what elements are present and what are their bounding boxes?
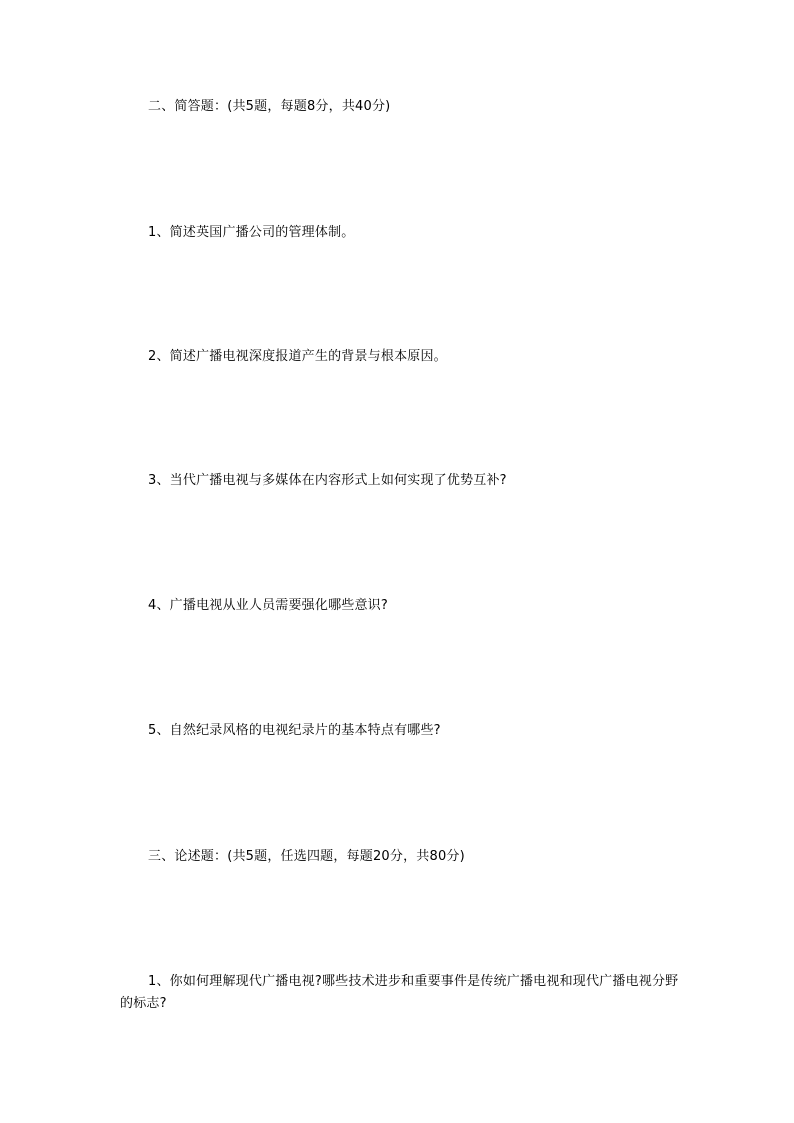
question-item: 5、自然纪录风格的电视纪录片的基本特点有哪些? [148, 723, 441, 738]
section-heading-short-answer: 二、简答题：(共5题，每题8分，共40分) [148, 99, 391, 114]
question-item: 1、你如何理解现代广播电视?哪些技术进步和重要事件是传统广播电视和现代广播电视分野的标志? [120, 974, 679, 1011]
question-item: 1、简述英国广播公司的管理体制。 [148, 225, 355, 240]
question-item: 4、广播电视从业人员需要强化哪些意识? [148, 598, 388, 613]
question-item: 2、简述广播电视深度报道产生的背景与根本原因。 [148, 349, 447, 364]
section-heading-essay: 三、论述题：(共5题，任选四题，每题20分，共80分) [148, 849, 465, 864]
question-item: 3、当代广播电视与多媒体在内容形式上如何实现了优势互补? [148, 473, 507, 488]
